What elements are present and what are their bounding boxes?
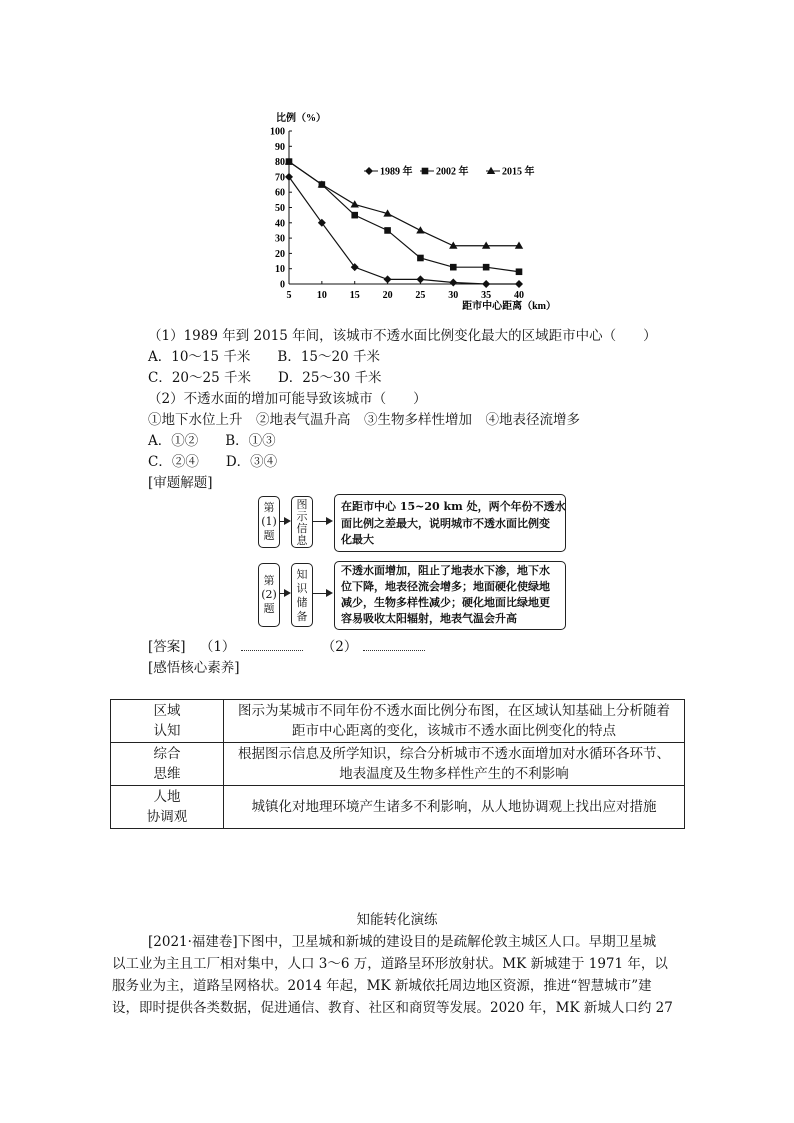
answer-line [148,637,425,657]
legend-marker-diamond [365,167,373,175]
table-cell-line: 距市中心距离的变化，该城市不透水面比例变化的特点 [292,723,616,739]
legend-label: 2015 年 [502,166,535,178]
data-point-diamond [515,280,523,288]
y-tick-label: 70 [275,172,285,184]
analysis-2-line: 减少，生物多样性减少；硬化地面比绿地更 [341,596,550,609]
legend-label: 1989 年 [380,166,413,178]
x-tick-label: 40 [514,290,524,301]
y-tick-label: 40 [275,218,285,230]
data-point-square [351,212,358,219]
analysis-2-info-char: 识 [296,582,308,595]
table-header-cell [111,786,224,829]
answer-2-blank[interactable] [363,638,425,651]
data-point-square [516,268,523,275]
analysis-1-tag [258,496,280,548]
table-header-line: 综合 [153,746,181,762]
analysis-2-tag-line: 第 [263,574,275,587]
analysis-2-text [334,561,566,630]
q2-options-cd: C．②④ D．③④ [148,454,278,470]
core-literacy-table [110,699,685,829]
answer-1-label: （1） [199,639,236,655]
arrow-2a [280,593,289,594]
table-cell-line: 城镇化对地理环境产生诸多不利影响，从人地协调观上找出应对措施 [251,799,657,815]
data-point-diamond [416,275,424,283]
analysis-1-info-char: 信 [296,522,308,535]
table-cell [224,743,685,786]
analysis-2-tag [258,563,280,627]
answer-label: [答案] [148,639,186,655]
table-cell-line: 地表温度及生物多样性产生的不利影响 [339,766,569,782]
q1-options-cd: C．20～25 千米 D．25～30 千米 [148,370,382,386]
x-tick-label: 30 [448,290,459,301]
table-cell-line: 图示为某城市不同年份不透水面比例分布图，在区域认知基础上分析随着 [238,703,670,719]
analysis-2-info-char: 储 [296,596,308,609]
x-axis-title: 距市中心距离（km） [462,301,556,312]
analysis-2-line: 不透水面增加，阻止了地表水下渗，地下水 [341,564,550,577]
table-header-cell [111,700,224,743]
analysis-2-tag-line: 题 [263,602,275,615]
y-tick-label: 100 [270,126,285,138]
x-tick-label: 5 [286,290,292,301]
y-tick-label: 20 [275,248,285,260]
answer-1-blank[interactable] [241,638,303,651]
table-cell [224,700,685,743]
data-point-square [483,264,490,271]
table-row [111,743,685,786]
practice-line: 设，即时提供各类数据，促进通信、教育、社区和商贸等发展。2020 年，MK 新城人口约 27 [112,1000,673,1016]
data-point-square [384,227,391,234]
table-cell-line: 根据图示信息及所学知识，综合分析城市不透水面增加对水循环各环节、 [238,746,670,762]
table-cell [224,786,685,829]
x-tick-label: 35 [481,290,492,301]
x-tick-label: 25 [415,290,426,301]
q2-stem: （2）不透水面的增加可能导致该城市（ ） [148,391,427,407]
core-heading: [感悟核心素养] [148,660,240,676]
y-tick-label: 10 [275,264,285,276]
analysis-1-tag-line: (1) [261,515,277,528]
table-header-line: 认知 [153,723,181,739]
analysis-1-info-char: 示 [296,510,308,523]
analysis-1-info-tag [291,496,313,548]
y-tick-label: 80 [275,157,285,169]
data-point-diamond [384,275,392,283]
analysis-2-info-tag [291,563,313,627]
practice-line: [2021·福建卷]下图中，卫星城和新城的建设目的是疏解伦敦主城区人口。早期卫星城 [148,934,657,950]
q1-stem: （1）1989 年到 2015 年间，该城市不透水面比例变化最大的区域距市中心（ ） [148,328,657,344]
table-header-line: 区域 [153,703,181,719]
x-tick-label: 20 [382,290,393,301]
y-tick-label: 50 [275,203,285,214]
arrow-2b [313,593,331,594]
table-header-line: 人地 [153,789,181,805]
table-header-line: 协调观 [146,809,188,825]
series-line-square [289,162,519,272]
q2-options-ab: A．①② B．①③ [148,433,276,449]
analysis-1-tag-line: 题 [263,529,275,542]
analysis-1-info-char: 图 [296,498,308,511]
table-row [111,786,685,829]
analysis-2-line: 容易吸收太阳辐射，地表气温会升高 [341,612,517,625]
data-point-diamond [449,278,457,286]
arrow-1a [280,521,289,522]
data-point-diamond [285,173,293,181]
answer-2-label: （2） [321,639,358,655]
analysis-1-line: 化最大 [341,533,374,546]
analysis-heading: [审题解题] [148,475,213,491]
y-tick-label: 0 [280,279,285,291]
practice-title: 知能转化演练 [356,912,438,928]
analysis-1-tag-line: 第 [263,501,275,514]
legend-marker-square [422,168,429,175]
analysis-1-line: 面比例之差最大，说明城市不透水面比例变 [341,517,550,530]
legend-marker-triangle [487,167,495,174]
analysis-2-tag-line: (2) [261,588,277,601]
table-header-line: 思维 [153,766,181,782]
data-point-triangle [351,200,359,207]
data-point-square [417,255,424,262]
y-tick-label: 90 [275,141,285,153]
data-point-square [450,264,457,271]
analysis-1-text [334,494,566,552]
q1-options-ab: A．10～15 千米 B．15～20 千米 [148,349,380,365]
arrow-1b [313,521,331,522]
analysis-2-line: 位下降，地表径流会增多；地面硬化使绿地 [341,580,550,593]
q2-items: ①地下水位上升 ②地表气温升高 ③生物多样性增加 ④地表径流增多 [148,412,580,428]
table-row [111,700,685,743]
analysis-2-info-char: 备 [296,610,308,623]
impervious-surface-line-chart [0,0,794,330]
analysis-1-info-char: 息 [296,534,308,547]
legend-label: 2002 年 [436,166,469,178]
table-header-cell [111,743,224,786]
x-tick-label: 10 [316,290,327,301]
data-point-triangle [416,226,424,233]
y-axis-title: 比例（%） [276,113,326,124]
data-point-diamond [482,280,490,288]
practice-line: 服务业为主，道路呈网格状。2014 年起，MK 新城依托周边地区资源，推进“智慧城市”建 [112,978,652,994]
practice-line: 以工业为主且工厂相对集中，人口 3～6 万，道路呈环形放射状。MK 新城建于 1971 年，以 [112,956,668,972]
analysis-2-info-char: 知 [296,568,308,581]
x-tick-label: 15 [349,290,360,301]
analysis-1-line: 在距市中心 15~20 km 处，两个年份不透水 [341,500,566,513]
y-tick-label: 30 [275,233,285,245]
y-tick-label: 60 [275,187,285,199]
